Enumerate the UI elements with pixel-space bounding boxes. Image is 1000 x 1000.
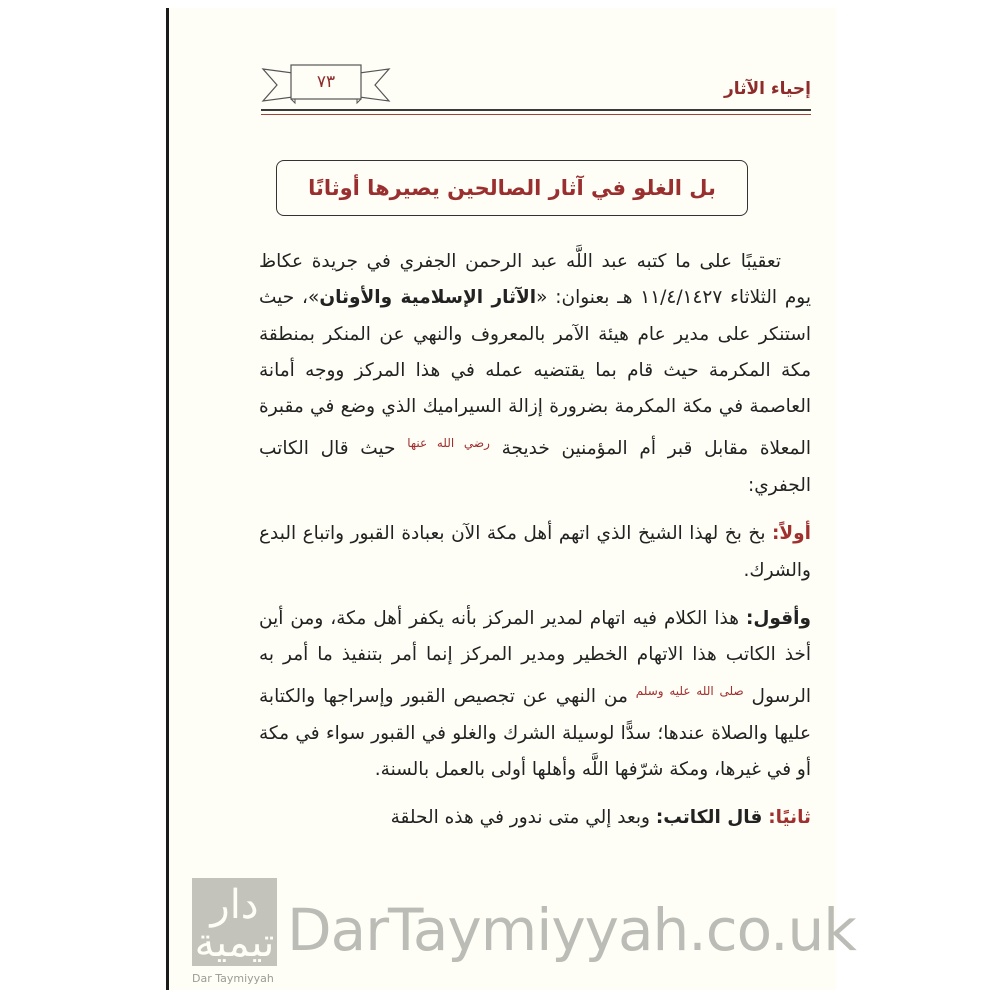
section-title: بل الغلو في آثار الصالحين يصيرها أوثانًا	[308, 176, 716, 200]
paragraph-text: هذا الكلام فيه اتهام لمدير المركز بأنه يكفر أهل مكة، ومن أين أخذ الكاتب هذا الاتهام الخطير ومدير المركز إنما أمر بتنفيذ ما أمر به الرسول	[259, 607, 811, 708]
article-title: الآثار الإسلامية والأوثان	[319, 287, 537, 309]
book-title: إحياء الآثار	[723, 79, 811, 99]
running-head	[261, 63, 811, 123]
paragraph-text: تعقيبًا على ما كتبه عبد اللَّه عبد الرحمن الجفري في جريدة عكاظ يوم الثلاثاء ١١/٤/١٤٢٧ هـ بعنوان: «	[259, 251, 812, 309]
book-page	[166, 8, 836, 990]
paragraph-lead: أولاً:	[771, 523, 811, 545]
page-number-ribbon	[261, 63, 391, 105]
paragraph-2	[259, 516, 811, 589]
paragraph-lead: وأقول:	[745, 607, 811, 629]
paragraph-text: حيث قال الكاتب الجفري:	[259, 438, 811, 496]
paragraph-text: بخ بخ لهذا الشيخ الذي اتهم أهل مكة الآن بعبادة القبور واتباع البدع والشرك.	[259, 523, 811, 581]
paragraph-4	[259, 800, 811, 836]
page-number: ٧٣	[316, 72, 336, 92]
paragraph-lead: ثانيًا:	[768, 807, 811, 829]
honorific-salallahu-alayhi-wasallam: صلى الله عليه وسلم	[635, 684, 744, 699]
logo-calligraphy: دار تيمية	[194, 882, 275, 966]
paragraph-1	[259, 244, 811, 504]
paragraph-text: وبعد إلي متى ندور في هذه الحلقة	[390, 807, 656, 829]
watermark-domain: DarTaymiyyah.co.uk	[287, 896, 856, 964]
header-rule-dark	[261, 109, 811, 111]
paragraph-text: من النهي عن تجصيص القبور وإسراجها والكتابة عليها والصلاة عندها؛ سدًّا لوسيلة الشرك والغلو في القبور سواء في مكة أو في غيرها، ومكة شرّفها اللَّه وأهلها أولى بالعمل بالسنة.	[259, 686, 811, 781]
logo-caption: Dar Taymiyyah	[192, 972, 274, 985]
paragraph-text: »، حيث استنكر على مدير عام هيئة الآمر بالمعروف والنهي عن المنكر بمنطقة مكة المكرمة حيث قام بما يقتضيه عمله في هذا المركز ووجه أمانة العاصمة في مكة المكرمة بضرورة إزالة السيراميك الذي وضع في مقبرة المعلاة مقابل قبر أم المؤمنين خديجة	[259, 287, 811, 460]
header-rule-red	[261, 114, 811, 115]
paragraph-lead-quote: قال الكاتب:	[655, 807, 763, 829]
section-heading-box	[276, 160, 748, 216]
body-text	[259, 244, 811, 849]
honorific-radiyallahu-anha: رضي الله عنها	[407, 436, 490, 451]
paragraph-3	[259, 601, 811, 789]
